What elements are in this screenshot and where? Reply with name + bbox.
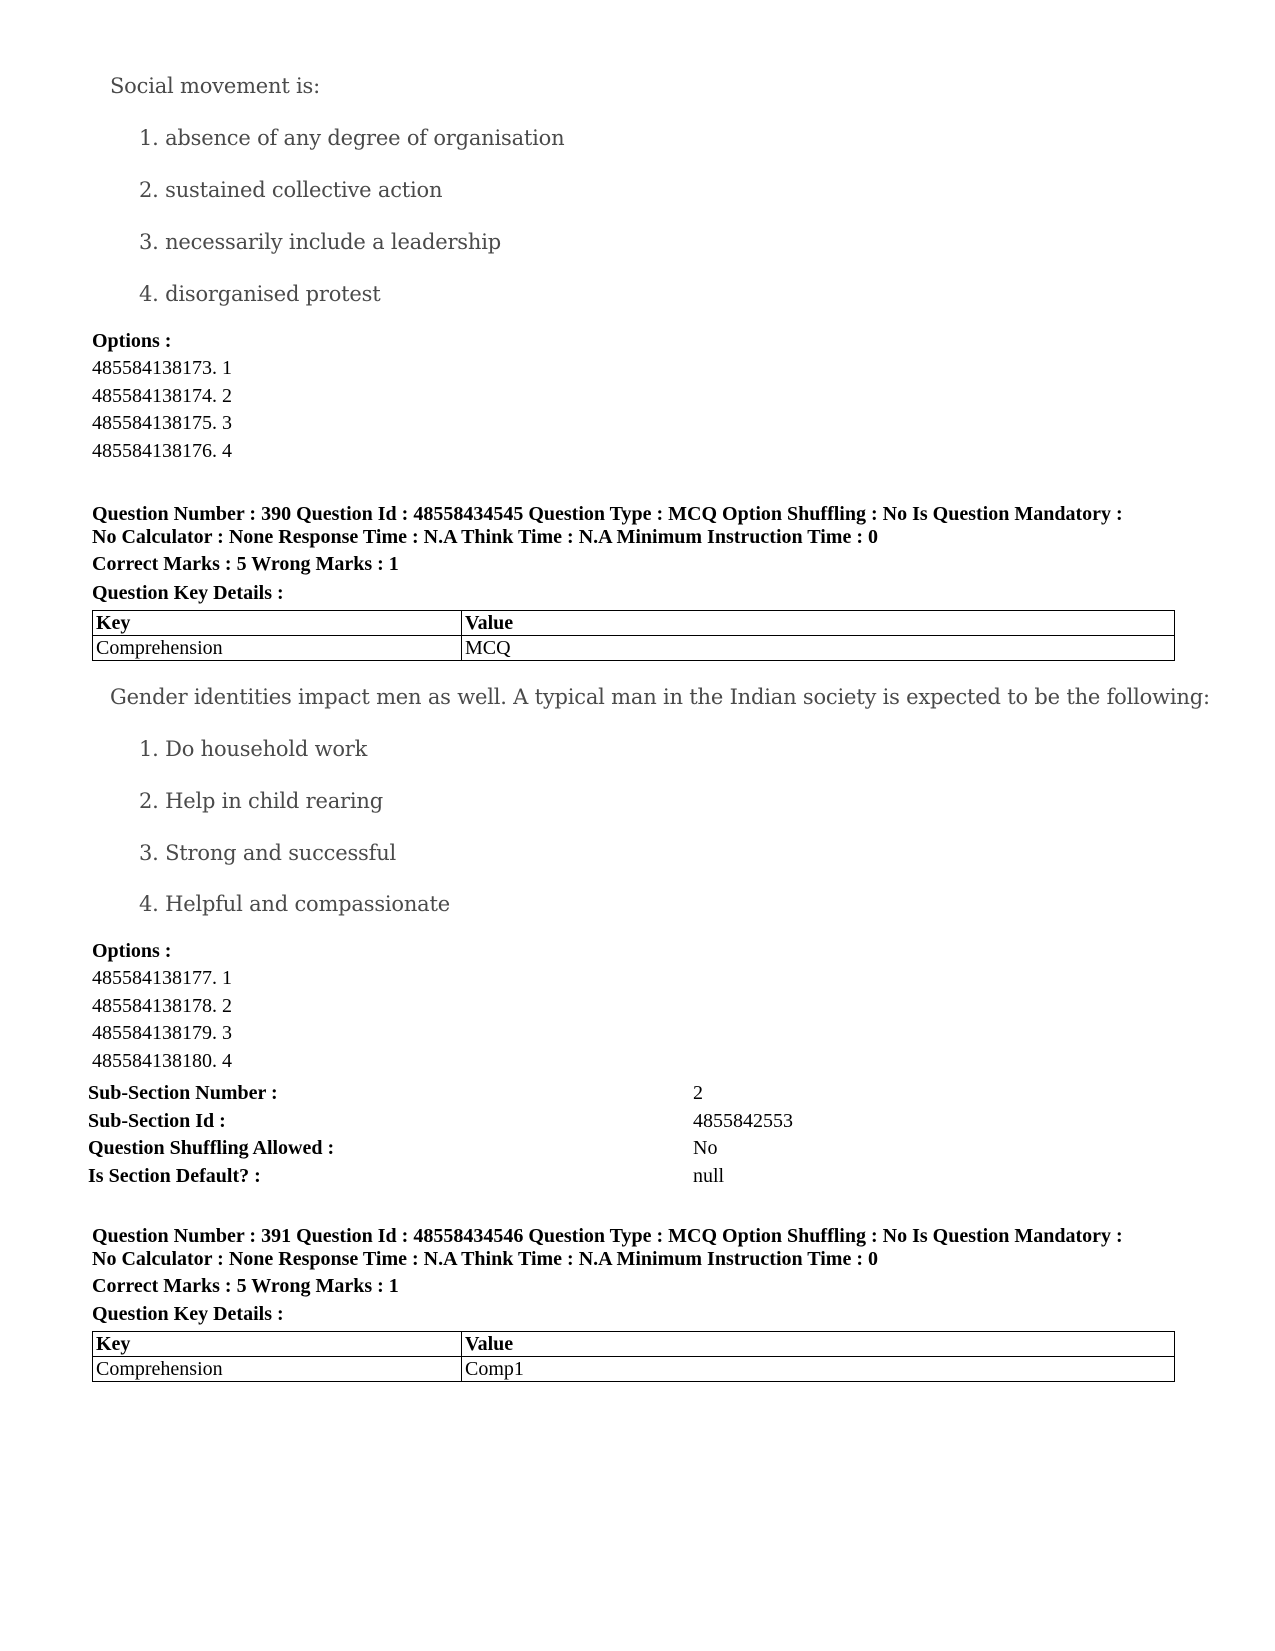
option-line: 485584138177. 1: [92, 967, 232, 989]
question-meta-line2: No Calculator : None Response Time : N.A Think Time : N.A Minimum Instruction Time : 0: [92, 1248, 878, 1270]
question-meta-line1: Question Number : 390 Question Id : 48558434545 Question Type : MCQ Option Shuffling : No Is Question Mandatory :: [92, 503, 1123, 525]
table-header-key: Key: [93, 611, 462, 636]
question-meta-line1: Question Number : 391 Question Id : 48558434546 Question Type : MCQ Option Shuffling : No Is Question Mandatory :: [92, 1225, 1123, 1247]
question-item: 4. Helpful and compassionate: [139, 892, 450, 916]
question-stem: Gender identities impact men as well. A typical man in the Indian society is expected to be the following:: [110, 685, 1210, 709]
options-heading: Options :: [92, 330, 172, 352]
option-line: 485584138173. 1: [92, 357, 232, 379]
question-item: 3. necessarily include a leadership: [139, 230, 501, 254]
question-item: 2. Help in child rearing: [139, 789, 383, 813]
question-item: 1. Do household work: [139, 737, 368, 761]
table-cell-value: Comp1: [462, 1357, 1175, 1382]
table-header-row: [93, 1332, 1175, 1357]
table-header-value: Value: [462, 611, 1175, 636]
question-item: 1. absence of any degree of organisation: [139, 126, 565, 150]
question-item: 3. Strong and successful: [139, 841, 397, 865]
question-key-table: [92, 1331, 1175, 1382]
table-row: [93, 636, 1175, 661]
option-line: 485584138178. 2: [92, 995, 232, 1017]
subsection-number-label: Sub-Section Number :: [88, 1082, 278, 1104]
table-row: [93, 1357, 1175, 1382]
option-line: 485584138175. 3: [92, 412, 232, 434]
section-default-value: null: [693, 1165, 725, 1187]
option-line: 485584138180. 4: [92, 1050, 232, 1072]
options-heading: Options :: [92, 940, 172, 962]
question-stem: Social movement is:: [110, 74, 321, 98]
table-cell-key: Comprehension: [93, 636, 462, 661]
table-cell-key: Comprehension: [93, 1357, 462, 1382]
question-item: 4. disorganised protest: [139, 282, 381, 306]
question-meta-line2: No Calculator : None Response Time : N.A Think Time : N.A Minimum Instruction Time : 0: [92, 526, 878, 548]
subsection-id-label: Sub-Section Id :: [88, 1110, 226, 1132]
option-line: 485584138176. 4: [92, 440, 232, 462]
question-key-table: [92, 610, 1175, 661]
table-header-value: Value: [462, 1332, 1175, 1357]
question-shuffling-value: No: [693, 1137, 718, 1159]
question-shuffling-label: Question Shuffling Allowed :: [88, 1137, 335, 1159]
table-cell-value: MCQ: [462, 636, 1175, 661]
question-marks: Correct Marks : 5 Wrong Marks : 1: [92, 1275, 399, 1297]
subsection-number-value: 2: [693, 1082, 703, 1104]
table-header-row: [93, 611, 1175, 636]
question-key-details: Question Key Details :: [92, 1303, 284, 1325]
section-default-label: Is Section Default? :: [88, 1165, 261, 1187]
table-header-key: Key: [93, 1332, 462, 1357]
question-marks: Correct Marks : 5 Wrong Marks : 1: [92, 553, 399, 575]
question-item: 2. sustained collective action: [139, 178, 443, 202]
subsection-id-value: 4855842553: [693, 1110, 793, 1132]
option-line: 485584138174. 2: [92, 385, 232, 407]
option-line: 485584138179. 3: [92, 1022, 232, 1044]
question-key-details: Question Key Details :: [92, 582, 284, 604]
